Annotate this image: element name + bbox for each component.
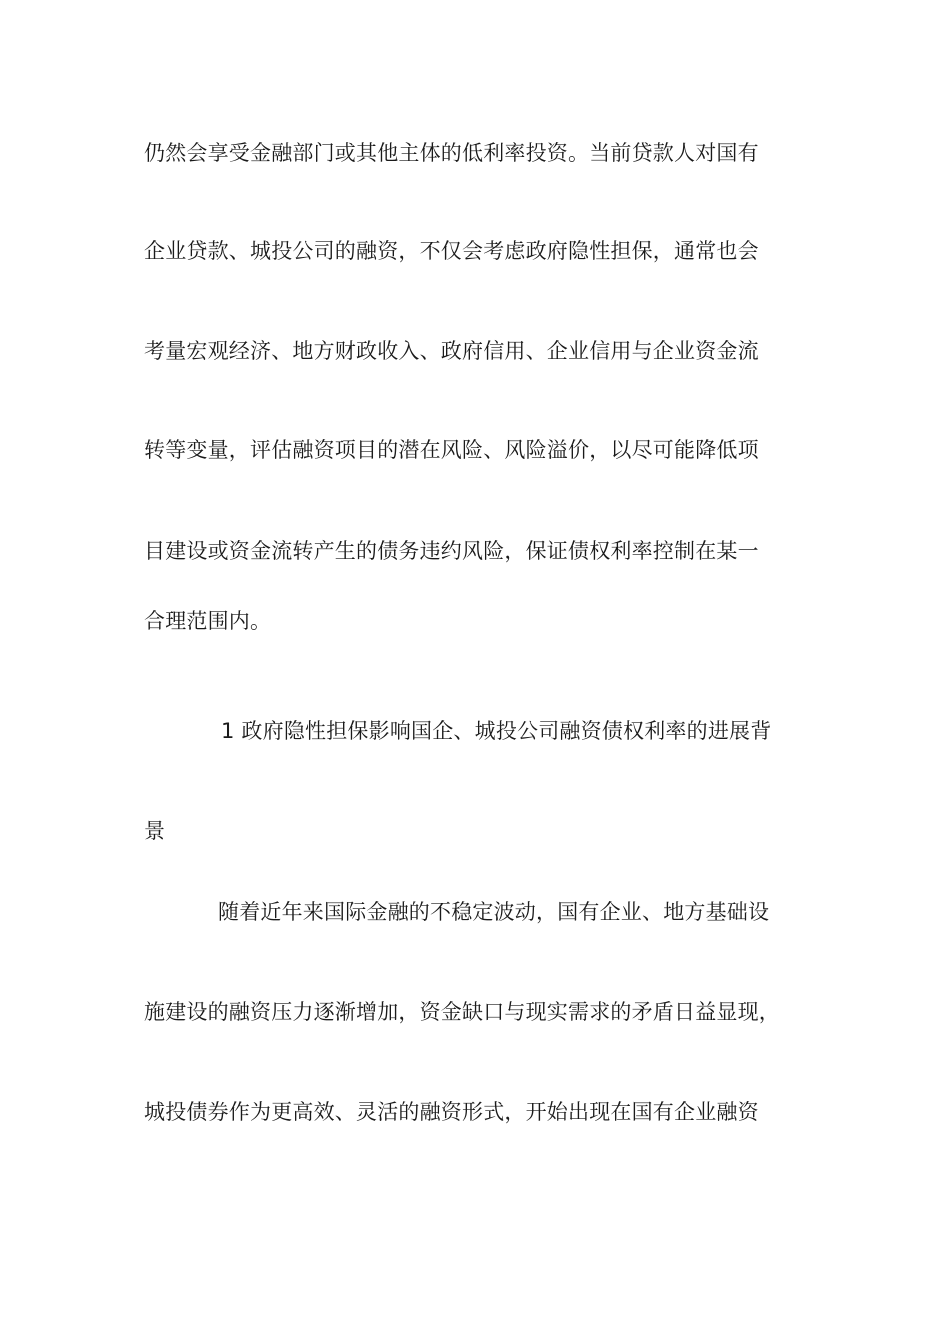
- paragraph-line: 施建设的融资压力逐渐增加，资金缺口与现实需求的矛盾日益显现，: [144, 1000, 780, 1024]
- paragraph-line: 城投债券作为更高效、灵活的融资形式，开始出现在国有企业融资: [144, 1100, 759, 1124]
- paragraph-line: 随着近年来国际金融的不稳定波动，国有企业、地方基础设: [218, 900, 770, 924]
- paragraph-line: 目建设或资金流转产生的债务违约风险，保证债权利率控制在某一: [144, 539, 759, 563]
- paragraph-line: 企业贷款、城投公司的融资，不仅会考虑政府隐性担保，通常也会: [144, 239, 759, 263]
- paragraph-line: 仍然会享受金融部门或其他主体的低利率投资。当前贷款人对国有: [144, 141, 759, 165]
- paragraph-line: 考量宏观经济、地方财政收入、政府信用、企业信用与企业资金流: [144, 339, 759, 363]
- paragraph-line: 转等变量，评估融资项目的潜在风险、风险溢价，以尽可能降低项: [144, 438, 759, 462]
- section-heading-continuation: 景: [144, 819, 166, 843]
- paragraph-line: 合理范围内。: [144, 609, 272, 633]
- section-heading: 1 政府隐性担保影响国企、城投公司融资债权利率的进展背: [221, 719, 772, 743]
